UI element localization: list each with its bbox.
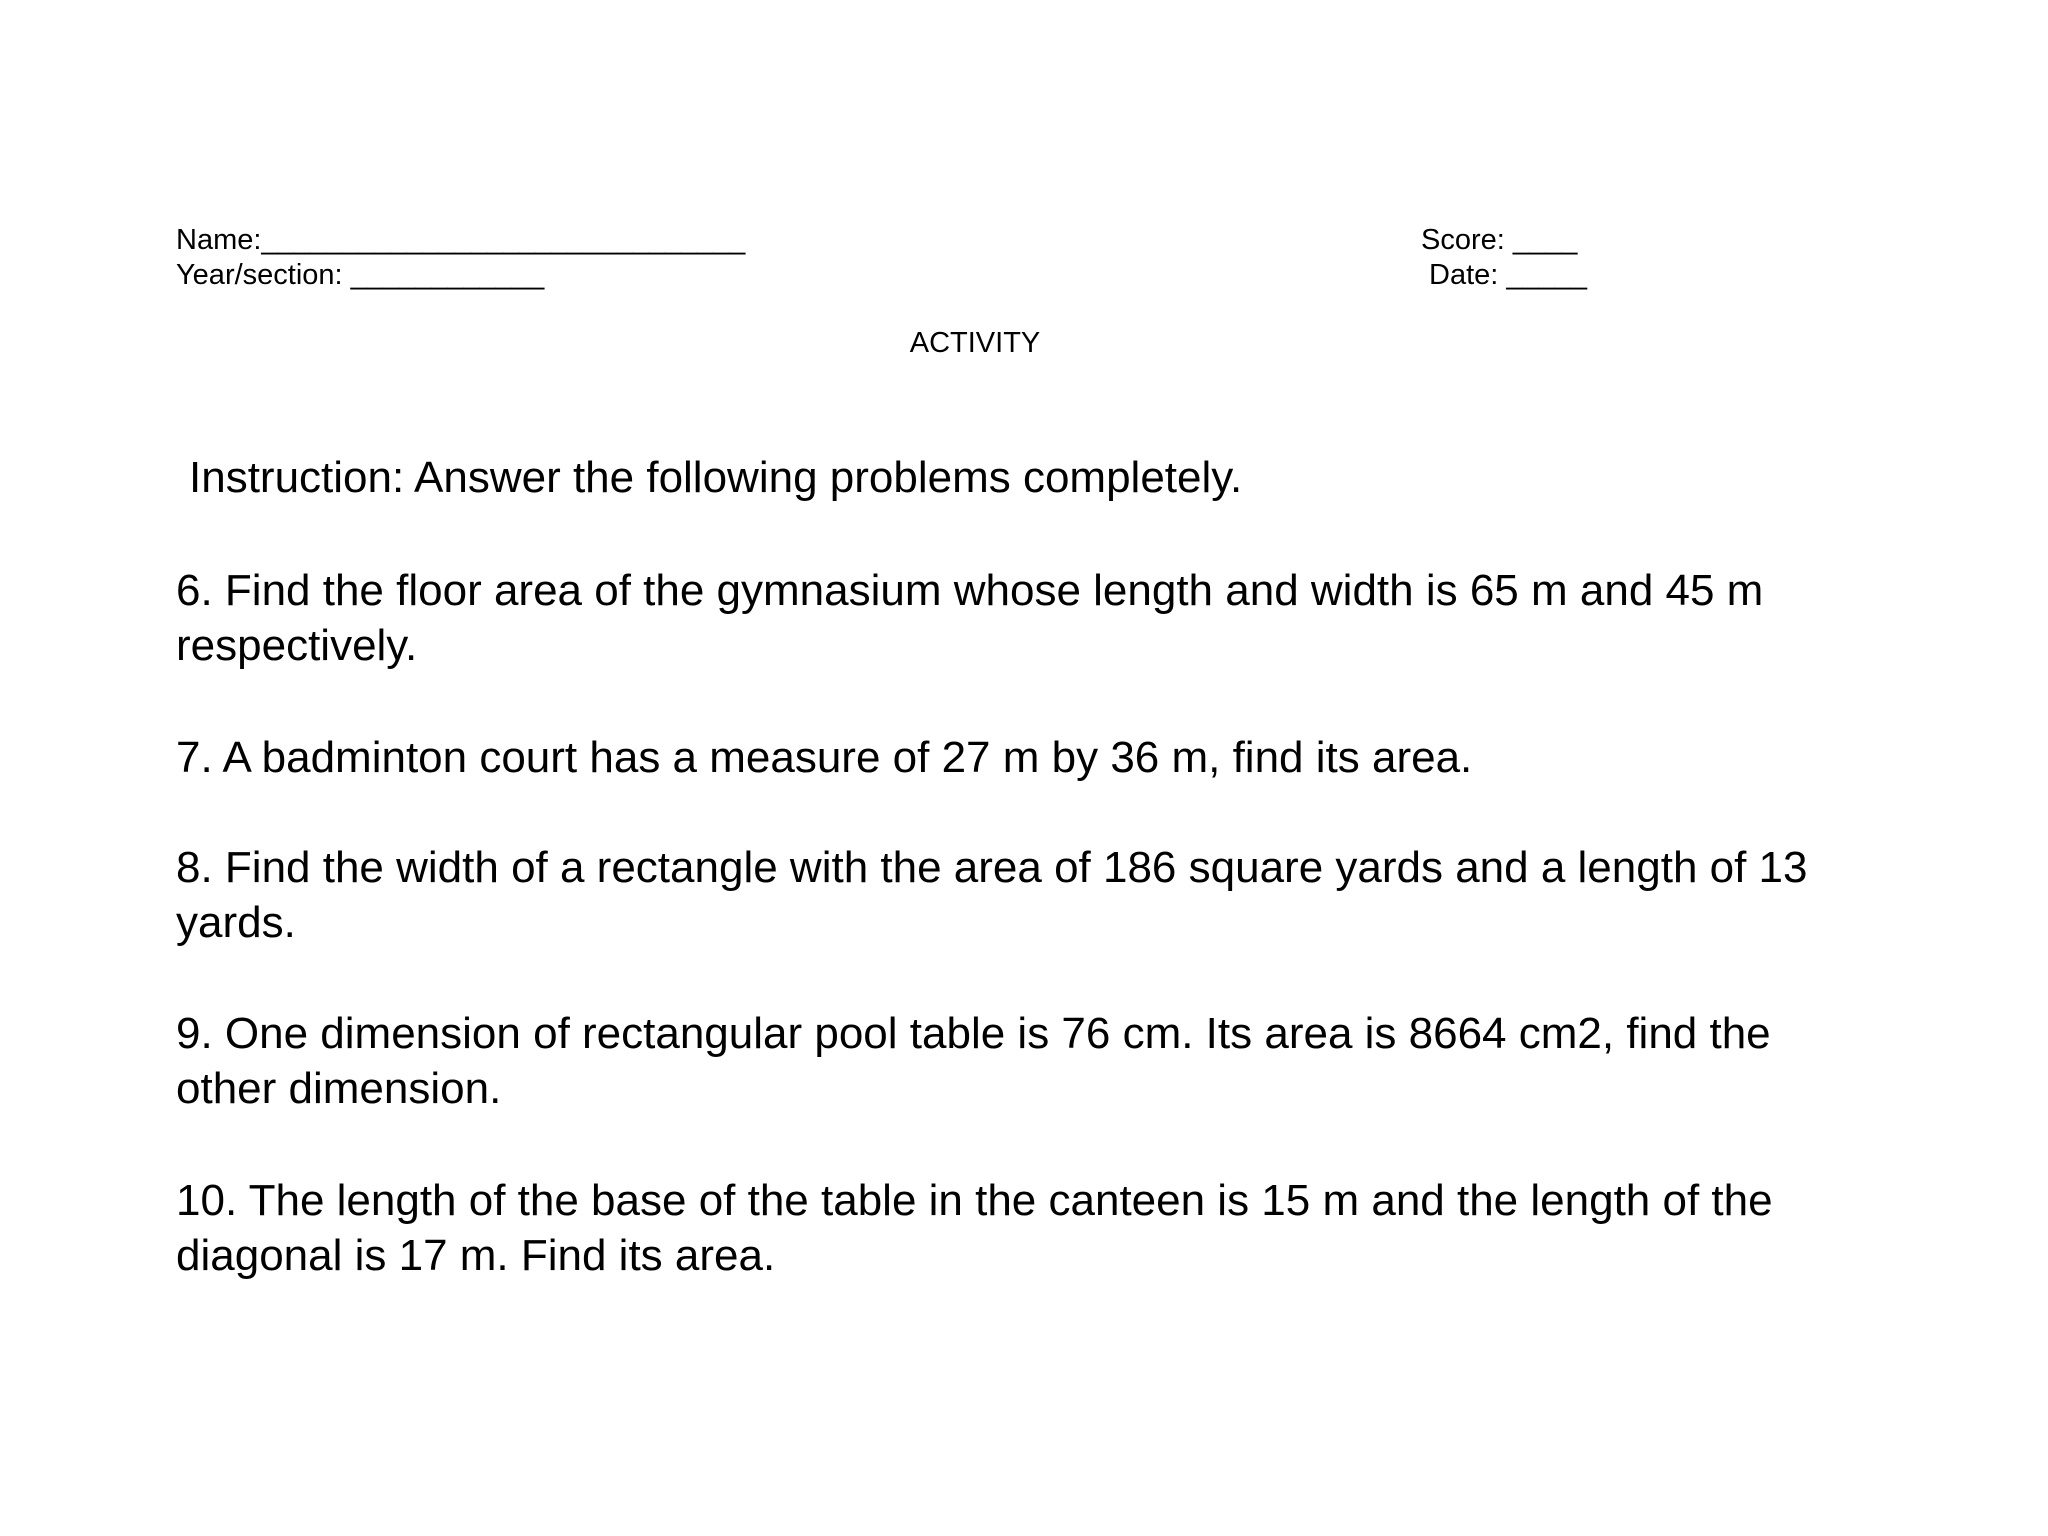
score-field-label: Score: ____ xyxy=(1421,224,1578,256)
problem-7: 7. A badminton court has a measure of 27 m by 36 m, find its area. xyxy=(176,733,1473,782)
problem-10: 10. The length of the base of the table in the canteen is 15 m and the length of the diagonal is 17 m. Find its area. xyxy=(176,1176,1773,1280)
year-section-field-label: Year/section: ____________ xyxy=(176,259,545,291)
name-field-label: Name:______________________________ xyxy=(176,224,746,256)
page-title: ACTIVITY xyxy=(909,327,1041,359)
problem-6: 6. Find the floor area of the gymnasium whose length and width is 65 m and 45 m respectively. xyxy=(176,566,1764,670)
instruction-text: Instruction: Answer the following problems completely. xyxy=(189,453,1243,502)
problem-9: 9. One dimension of rectangular pool table is 76 cm. Its area is 8664 cm2, find the other dimension. xyxy=(176,1009,1771,1113)
problem-8: 8. Find the width of a rectangle with the area of 186 square yards and a length of 13 yards. xyxy=(176,843,1808,947)
date-field-label: Date: _____ xyxy=(1429,259,1588,291)
